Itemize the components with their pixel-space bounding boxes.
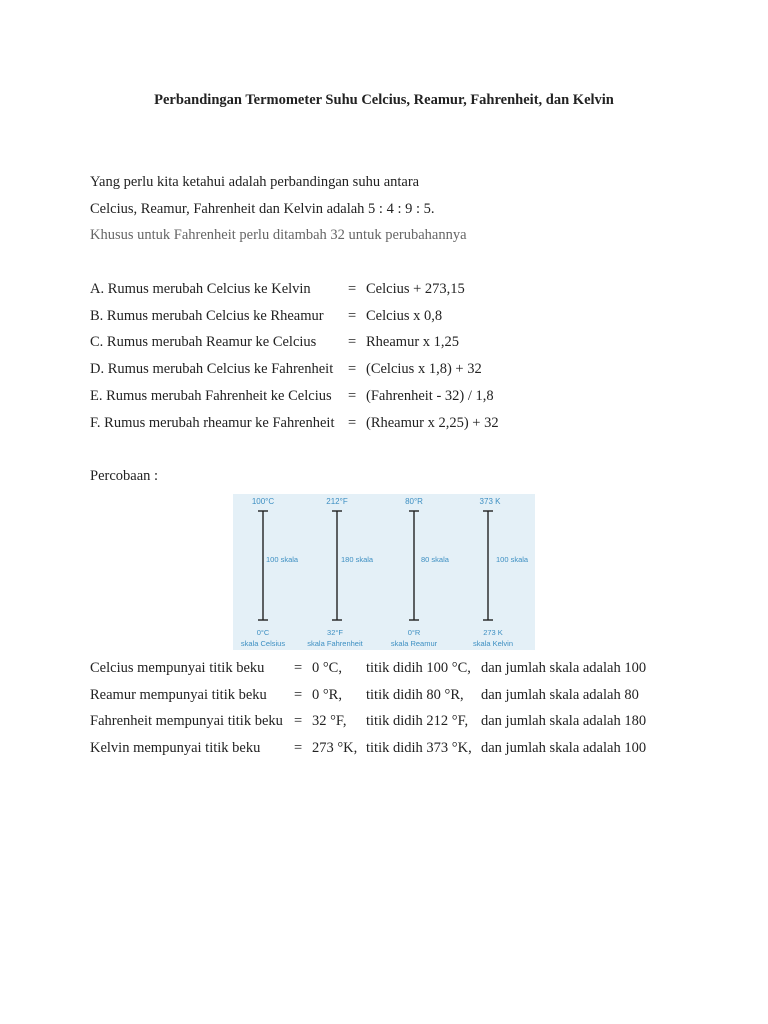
formula-label: E. Rumus merubah Fahrenheit ke Celcius <box>90 388 332 404</box>
scale-name-label: skala Kelvin <box>472 639 514 648</box>
formula-value: (Fahrenheit - 32) / 1,8 <box>366 388 494 404</box>
summary-scale: dan jumlah skala adalah 180 <box>481 713 647 729</box>
summary-equals: = <box>294 713 303 729</box>
scale-bottom-label: 273 K <box>483 628 503 637</box>
formula-equals: = <box>348 281 357 297</box>
intro-line-2: Celcius, Reamur, Fahrenheit dan Kelvin adalah 5 : 4 : 9 : 5. <box>90 201 435 217</box>
scale-reamur <box>391 497 450 648</box>
formula-equals: = <box>348 388 357 404</box>
summary-name: Celcius mempunyai titik beku <box>90 660 265 676</box>
formula-equals: = <box>348 415 357 431</box>
summary-equals: = <box>294 740 303 756</box>
scale-celsius <box>241 497 299 648</box>
scale-bottom-label: 0°R <box>407 628 421 637</box>
scale-top-label: 100°C <box>251 497 275 506</box>
intro-line-1: Yang perlu kita ketahui adalah perbandingan suhu antara <box>90 174 420 190</box>
intro-line-3: Khusus untuk Fahrenheit perlu ditambah 32 untuk perubahannya <box>90 227 467 243</box>
summary-scale: dan jumlah skala adalah 100 <box>481 660 647 676</box>
scale-name-label: skala Fahrenheit <box>307 639 363 648</box>
formula-equals: = <box>348 308 357 324</box>
scale-span-label: 100 skala <box>266 555 299 564</box>
summary-equals: = <box>294 687 303 703</box>
formula-label: B. Rumus merubah Celcius ke Rheamur <box>90 308 324 324</box>
summary-name: Kelvin mempunyai titik beku <box>90 740 261 756</box>
summary-boil: titik didih 100 °C, <box>366 660 471 676</box>
scale-bottom-label: 32°F <box>327 628 343 637</box>
formula-label: A. Rumus merubah Celcius ke Kelvin <box>90 281 311 297</box>
scale-fahrenheit <box>307 497 374 648</box>
scale-span-label: 100 skala <box>496 555 529 564</box>
formula-label: F. Rumus merubah rheamur ke Fahrenheit <box>90 415 335 431</box>
formula-equals: = <box>348 334 357 350</box>
scale-kelvin <box>473 497 529 648</box>
summary-boil: titik didih 80 °R, <box>366 687 464 703</box>
page-title: Perbandingan Termometer Suhu Celcius, Reamur, Fahrenheit, dan Kelvin <box>154 92 614 108</box>
scale-span-label: 80 skala <box>421 555 449 564</box>
summary-freeze: 0 °C, <box>312 660 342 676</box>
scale-name-label: skala Reamur <box>390 639 438 648</box>
formula-label: D. Rumus merubah Celcius ke Fahrenheit <box>90 361 334 377</box>
scale-top-label: 212°F <box>326 497 348 506</box>
summary-name: Fahrenheit mempunyai titik beku <box>90 713 283 729</box>
formula-equals: = <box>348 361 357 377</box>
summary-equals: = <box>294 660 303 676</box>
scale-name-label: skala Celsius <box>240 639 286 648</box>
scale-top-label: 373 K <box>479 497 501 506</box>
summary-name: Reamur mempunyai titik beku <box>90 687 267 703</box>
scale-span-label: 180 skala <box>341 555 374 564</box>
scale-top-label: 80°R <box>405 497 423 506</box>
formula-value: Rheamur x 1,25 <box>366 334 460 350</box>
scale-bottom-label: 0°C <box>256 628 270 637</box>
formula-value: Celcius x 0,8 <box>366 308 443 324</box>
formula-label: C. Rumus merubah Reamur ke Celcius <box>90 334 317 350</box>
percobaan-label: Percobaan : <box>90 468 159 484</box>
formula-value: (Rheamur x 2,25) + 32 <box>366 415 499 431</box>
summary-freeze: 0 °R, <box>312 687 342 703</box>
summary-scale: dan jumlah skala adalah 100 <box>481 740 647 756</box>
summary-boil: titik didih 212 °F, <box>366 713 469 729</box>
summary-scale: dan jumlah skala adalah 80 <box>481 687 639 703</box>
formula-value: Celcius + 273,15 <box>366 281 465 297</box>
thermometer-scale-diagram <box>233 494 535 650</box>
summary-freeze: 273 °K, <box>312 740 358 756</box>
summary-freeze: 32 °F, <box>312 713 347 729</box>
summary-boil: titik didih 373 °K, <box>366 740 472 756</box>
thermometer-scale-svg <box>233 494 535 650</box>
formula-value: (Celcius x 1,8) + 32 <box>366 361 482 377</box>
